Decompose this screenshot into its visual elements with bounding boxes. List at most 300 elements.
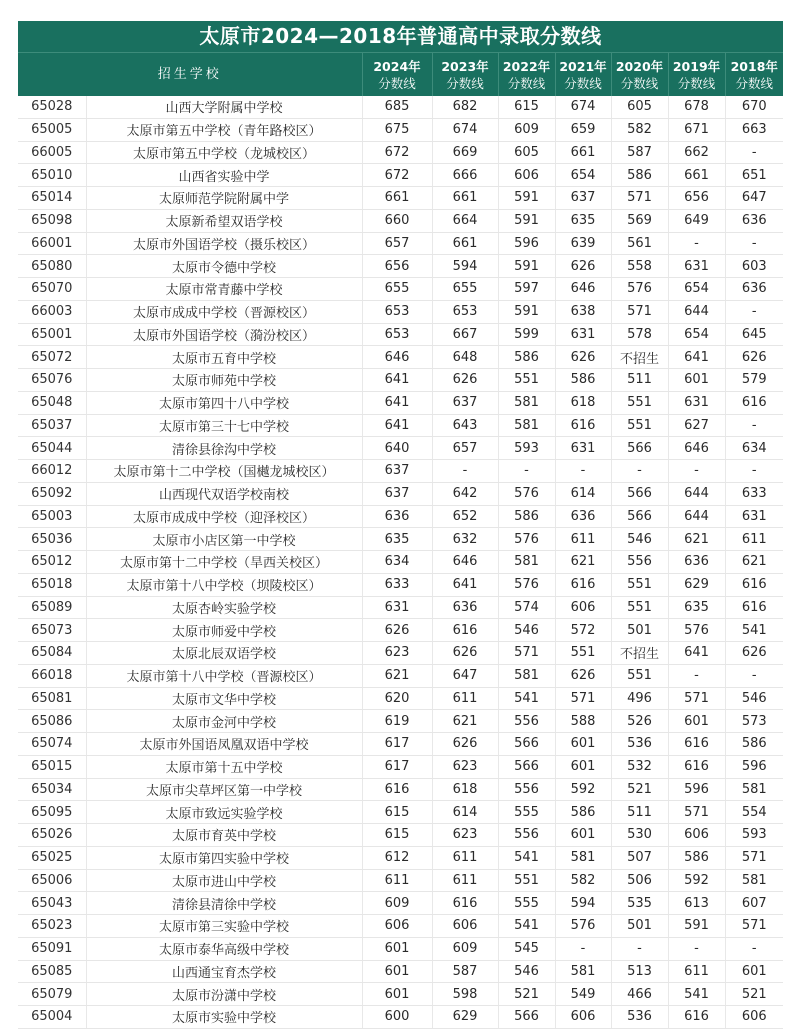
score-cell: 657 [432,437,498,460]
score-cell: 不招生 [611,642,668,665]
score-cell: 597 [498,278,555,301]
score-cell: 669 [432,141,498,164]
score-cell: 513 [611,960,668,983]
school-name: 太原市第十五中学校 [86,755,362,778]
score-cell: 654 [668,323,725,346]
school-code: 65015 [18,755,86,778]
score-cell: 616 [432,619,498,642]
score-cell: 594 [555,892,611,915]
score-cell: 605 [611,96,668,118]
score-cell: 613 [668,892,725,915]
school-name: 太原市外国语学校（漪汾校区） [86,323,362,346]
score-cell: 606 [555,596,611,619]
score-cell: 617 [362,733,432,756]
score-cell: 606 [498,164,555,187]
table-row [18,369,783,392]
score-cell: 591 [498,209,555,232]
score-cell: 571 [725,846,783,869]
score-cell: 623 [432,755,498,778]
score-cell: 566 [498,733,555,756]
score-cell: 609 [432,937,498,960]
score-cell: 558 [611,255,668,278]
score-cell: 576 [555,915,611,938]
score-cell: 501 [611,915,668,938]
score-cell: 601 [362,960,432,983]
score-cell: 541 [668,983,725,1006]
school-column-header: 招生学校 [18,53,362,96]
score-cell: 666 [432,164,498,187]
score-cell: 532 [611,755,668,778]
school-name: 太原市常青藤中学校 [86,278,362,301]
table-row [18,915,783,938]
score-cell: 587 [432,960,498,983]
school-name: 太原市尖草坪区第一中学校 [86,778,362,801]
score-cell: 511 [611,369,668,392]
score-cell: 632 [432,528,498,551]
score-cell: 546 [611,528,668,551]
score-cell: 639 [555,232,611,255]
score-cell: 661 [362,187,432,210]
score-cell: 626 [432,733,498,756]
score-cell: 653 [432,300,498,323]
score-cell: 646 [555,278,611,301]
score-cell: - [668,664,725,687]
score-cell: 616 [725,573,783,596]
table-row [18,391,783,414]
school-code: 65026 [18,824,86,847]
table-row [18,255,783,278]
score-cell: 678 [668,96,725,118]
school-code: 65091 [18,937,86,960]
score-cell: 638 [555,300,611,323]
score-cell: 611 [432,869,498,892]
score-cell: 581 [555,846,611,869]
table-row [18,846,783,869]
score-cell: 581 [498,414,555,437]
score-cell: 654 [555,164,611,187]
score-cell: 551 [498,369,555,392]
score-cell: 644 [668,505,725,528]
score-cell: 601 [668,710,725,733]
score-cell: 615 [362,801,432,824]
year-column-header: 2019年 分数线 [668,53,725,96]
school-name: 太原市第十八中学校（坝陵校区） [86,573,362,596]
school-code: 65076 [18,369,86,392]
score-cell: 554 [725,801,783,824]
score-cell: 631 [668,255,725,278]
school-name: 太原市第十二中学校（旱西关校区） [86,551,362,574]
score-cell: 556 [498,778,555,801]
score-cell: 615 [362,824,432,847]
score-cell: 549 [555,983,611,1006]
score-cell: 674 [555,96,611,118]
score-cell: 615 [498,96,555,118]
score-cell: 571 [611,187,668,210]
score-cell: 572 [555,619,611,642]
school-name: 清徐县徐沟中学校 [86,437,362,460]
table-row [18,983,783,1006]
score-cell: 576 [498,482,555,505]
school-code: 66003 [18,300,86,323]
school-code: 65012 [18,551,86,574]
score-cell: 641 [432,573,498,596]
year-column-header: 2024年 分数线 [362,53,432,96]
score-cell: 603 [725,255,783,278]
score-cell: 612 [362,846,432,869]
table-row [18,596,783,619]
score-cell: 571 [668,801,725,824]
score-cell: 521 [498,983,555,1006]
score-cell: 541 [725,619,783,642]
score-cell: 642 [432,482,498,505]
school-code: 65072 [18,346,86,369]
score-cell: 526 [611,710,668,733]
score-cell: 551 [611,664,668,687]
year-column-header: 2020年 分数线 [611,53,668,96]
table-row [18,733,783,756]
score-cell: 675 [362,118,432,141]
score-cell: 551 [611,596,668,619]
score-cell: - [498,460,555,483]
score-cell: 655 [362,278,432,301]
score-cell: 605 [498,141,555,164]
score-cell: 581 [725,778,783,801]
score-cell: 614 [432,801,498,824]
school-code: 65023 [18,915,86,938]
score-cell: 672 [362,164,432,187]
score-cell: 586 [555,369,611,392]
school-name: 太原市外国语凤凰双语中学校 [86,733,362,756]
school-name: 太原市师苑中学校 [86,369,362,392]
score-cell: 609 [362,892,432,915]
score-cell: - [668,937,725,960]
school-code: 65085 [18,960,86,983]
table-row [18,664,783,687]
table-row [18,346,783,369]
school-code: 65074 [18,733,86,756]
score-cell: 646 [432,551,498,574]
score-cell: 641 [362,391,432,414]
year-column-header: 2022年 分数线 [498,53,555,96]
score-cell: - [611,460,668,483]
score-cell: 663 [725,118,783,141]
score-cell: 646 [668,437,725,460]
score-cell: 660 [362,209,432,232]
score-cell: - [725,300,783,323]
score-cell: 606 [362,915,432,938]
score-cell: 546 [725,687,783,710]
score-cell: 546 [498,619,555,642]
score-cell: 647 [432,664,498,687]
score-cell: 596 [498,232,555,255]
school-name: 太原市第三十七中学校 [86,414,362,437]
score-cell: 541 [498,915,555,938]
school-name: 太原市致远实验学校 [86,801,362,824]
school-code: 66012 [18,460,86,483]
score-cell: 627 [668,414,725,437]
score-cell: 629 [432,1006,498,1029]
school-name: 山西现代双语学校南校 [86,482,362,505]
school-name: 太原市成成中学校（晋源校区） [86,300,362,323]
score-cell: 637 [362,482,432,505]
score-cell: 571 [668,687,725,710]
score-cell: 662 [668,141,725,164]
score-cell: 641 [362,414,432,437]
school-code: 65098 [18,209,86,232]
school-code: 65018 [18,573,86,596]
school-code: 65092 [18,482,86,505]
school-name: 太原市文华中学校 [86,687,362,710]
score-cell: 682 [432,96,498,118]
score-cell: 566 [498,1006,555,1029]
school-name: 太原市小店区第一中学校 [86,528,362,551]
table-row [18,505,783,528]
score-cell: 不招生 [611,346,668,369]
score-cell: 578 [611,323,668,346]
school-code: 65028 [18,96,86,118]
score-cell: 606 [432,915,498,938]
score-cell: 661 [432,187,498,210]
score-cell: 617 [362,755,432,778]
score-cell: 674 [432,118,498,141]
score-cell: 646 [362,346,432,369]
school-name: 太原市第四实验中学校 [86,846,362,869]
table-row [18,141,783,164]
table-row [18,437,783,460]
score-cell: - [725,937,783,960]
score-cell: 611 [362,869,432,892]
school-name: 山西通宝育杰学校 [86,960,362,983]
score-cell: 573 [725,710,783,733]
table-row [18,323,783,346]
score-cell: 594 [432,255,498,278]
school-code: 65081 [18,687,86,710]
score-cell: 644 [668,300,725,323]
table-row [18,187,783,210]
table-row [18,573,783,596]
score-cell: 626 [555,664,611,687]
score-cell: 652 [432,505,498,528]
score-cell: 621 [362,664,432,687]
school-name: 太原市金河中学校 [86,710,362,733]
score-cell: 653 [362,300,432,323]
score-cell: 626 [555,346,611,369]
year-column-header: 2018年 分数线 [725,53,783,96]
score-table-container [18,21,783,1029]
school-name: 太原市进山中学校 [86,869,362,892]
score-cell: 591 [498,187,555,210]
score-cell: 601 [555,733,611,756]
school-code: 66001 [18,232,86,255]
score-cell: 661 [668,164,725,187]
score-cell: - [725,141,783,164]
score-cell: 586 [668,846,725,869]
school-code: 65073 [18,619,86,642]
school-name: 太原市第十二中学校（国樾龙城校区） [86,460,362,483]
score-cell: 600 [362,1006,432,1029]
school-name: 太原杏岭实验学校 [86,596,362,619]
score-cell: 536 [611,733,668,756]
score-cell: 591 [668,915,725,938]
school-name: 太原市外国语学校（摄乐校区） [86,232,362,255]
score-cell: - [611,937,668,960]
score-cell: 618 [555,391,611,414]
score-cell: 634 [725,437,783,460]
score-cell: 623 [432,824,498,847]
score-cell: 601 [362,937,432,960]
score-cell: 582 [611,118,668,141]
table-row [18,755,783,778]
table-row [18,118,783,141]
table-row [18,482,783,505]
school-name: 太原市令德中学校 [86,255,362,278]
score-cell: 636 [725,209,783,232]
school-name: 太原市第十八中学校（晋源校区） [86,664,362,687]
school-code: 65084 [18,642,86,665]
score-cell: 616 [668,733,725,756]
score-cell: 606 [725,1006,783,1029]
score-cell: 586 [498,505,555,528]
score-cell: 521 [725,983,783,1006]
score-cell: 588 [555,710,611,733]
school-code: 65034 [18,778,86,801]
score-cell: 623 [362,642,432,665]
table-row [18,209,783,232]
score-cell: 587 [611,141,668,164]
score-cell: 576 [611,278,668,301]
score-cell: 664 [432,209,498,232]
score-cell: 651 [725,164,783,187]
school-code: 65006 [18,869,86,892]
school-name: 太原市第四十八中学校 [86,391,362,414]
score-cell: 635 [362,528,432,551]
school-name: 清徐县清徐中学校 [86,892,362,915]
score-cell: 631 [725,505,783,528]
school-code: 65004 [18,1006,86,1029]
score-cell: 616 [555,573,611,596]
score-cell: 507 [611,846,668,869]
score-cell: 593 [725,824,783,847]
score-cell: 581 [498,551,555,574]
score-cell: 645 [725,323,783,346]
school-code: 65044 [18,437,86,460]
score-cell: 626 [725,642,783,665]
school-code: 65079 [18,983,86,1006]
score-cell: 685 [362,96,432,118]
school-name: 山西省实验中学 [86,164,362,187]
score-cell: 634 [362,551,432,574]
score-cell: 626 [725,346,783,369]
table-row [18,619,783,642]
score-cell: 606 [555,1006,611,1029]
score-cell: 635 [668,596,725,619]
table-row [18,300,783,323]
score-cell: 596 [668,778,725,801]
score-cell: 576 [668,619,725,642]
score-cell: 501 [611,619,668,642]
score-cell: 586 [555,801,611,824]
score-cell: 601 [668,369,725,392]
score-cell: 566 [611,505,668,528]
score-cell: 611 [725,528,783,551]
score-cell: 591 [498,300,555,323]
score-cell: 621 [555,551,611,574]
table-title: 太原市2024—2018年普通高中录取分数线 [18,21,783,53]
score-cell: 541 [498,687,555,710]
score-cell: 633 [725,482,783,505]
score-cell: 521 [611,778,668,801]
school-name: 太原市汾潇中学校 [86,983,362,1006]
score-cell: - [725,664,783,687]
score-cell: 546 [498,960,555,983]
score-cell: 496 [611,687,668,710]
score-cell: 661 [432,232,498,255]
score-cell: - [725,460,783,483]
score-cell: - [555,937,611,960]
table-row [18,869,783,892]
school-code: 65010 [18,164,86,187]
score-cell: 606 [668,824,725,847]
school-code: 65001 [18,323,86,346]
score-cell: 596 [725,755,783,778]
score-cell: 616 [725,596,783,619]
score-cell: 649 [668,209,725,232]
admission-score-table [18,53,783,1029]
score-cell: 551 [555,642,611,665]
table-row [18,960,783,983]
table-row [18,232,783,255]
score-cell: 636 [555,505,611,528]
table-row [18,460,783,483]
score-cell: 609 [498,118,555,141]
school-name: 太原北辰双语学校 [86,642,362,665]
score-cell: - [555,460,611,483]
table-row [18,892,783,915]
score-cell: 636 [668,551,725,574]
table-row [18,778,783,801]
score-cell: 576 [498,528,555,551]
school-name: 太原市育英中学校 [86,824,362,847]
score-cell: 631 [555,323,611,346]
score-cell: 616 [432,892,498,915]
score-cell: 566 [611,437,668,460]
school-code: 65080 [18,255,86,278]
table-row [18,278,783,301]
score-cell: 576 [498,573,555,596]
table-row [18,687,783,710]
score-cell: - [668,232,725,255]
score-cell: 640 [362,437,432,460]
score-cell: 656 [362,255,432,278]
score-cell: 601 [555,755,611,778]
school-code: 65003 [18,505,86,528]
score-cell: 466 [611,983,668,1006]
score-cell: 551 [498,869,555,892]
score-cell: 659 [555,118,611,141]
score-cell: 636 [432,596,498,619]
score-cell: 571 [725,915,783,938]
table-row [18,1006,783,1029]
score-cell: 536 [611,1006,668,1029]
score-cell: 618 [432,778,498,801]
score-cell: - [432,460,498,483]
score-cell: 586 [498,346,555,369]
school-code: 66018 [18,664,86,687]
score-cell: 616 [555,414,611,437]
score-cell: 591 [498,255,555,278]
score-cell: 571 [498,642,555,665]
score-cell: 656 [668,187,725,210]
